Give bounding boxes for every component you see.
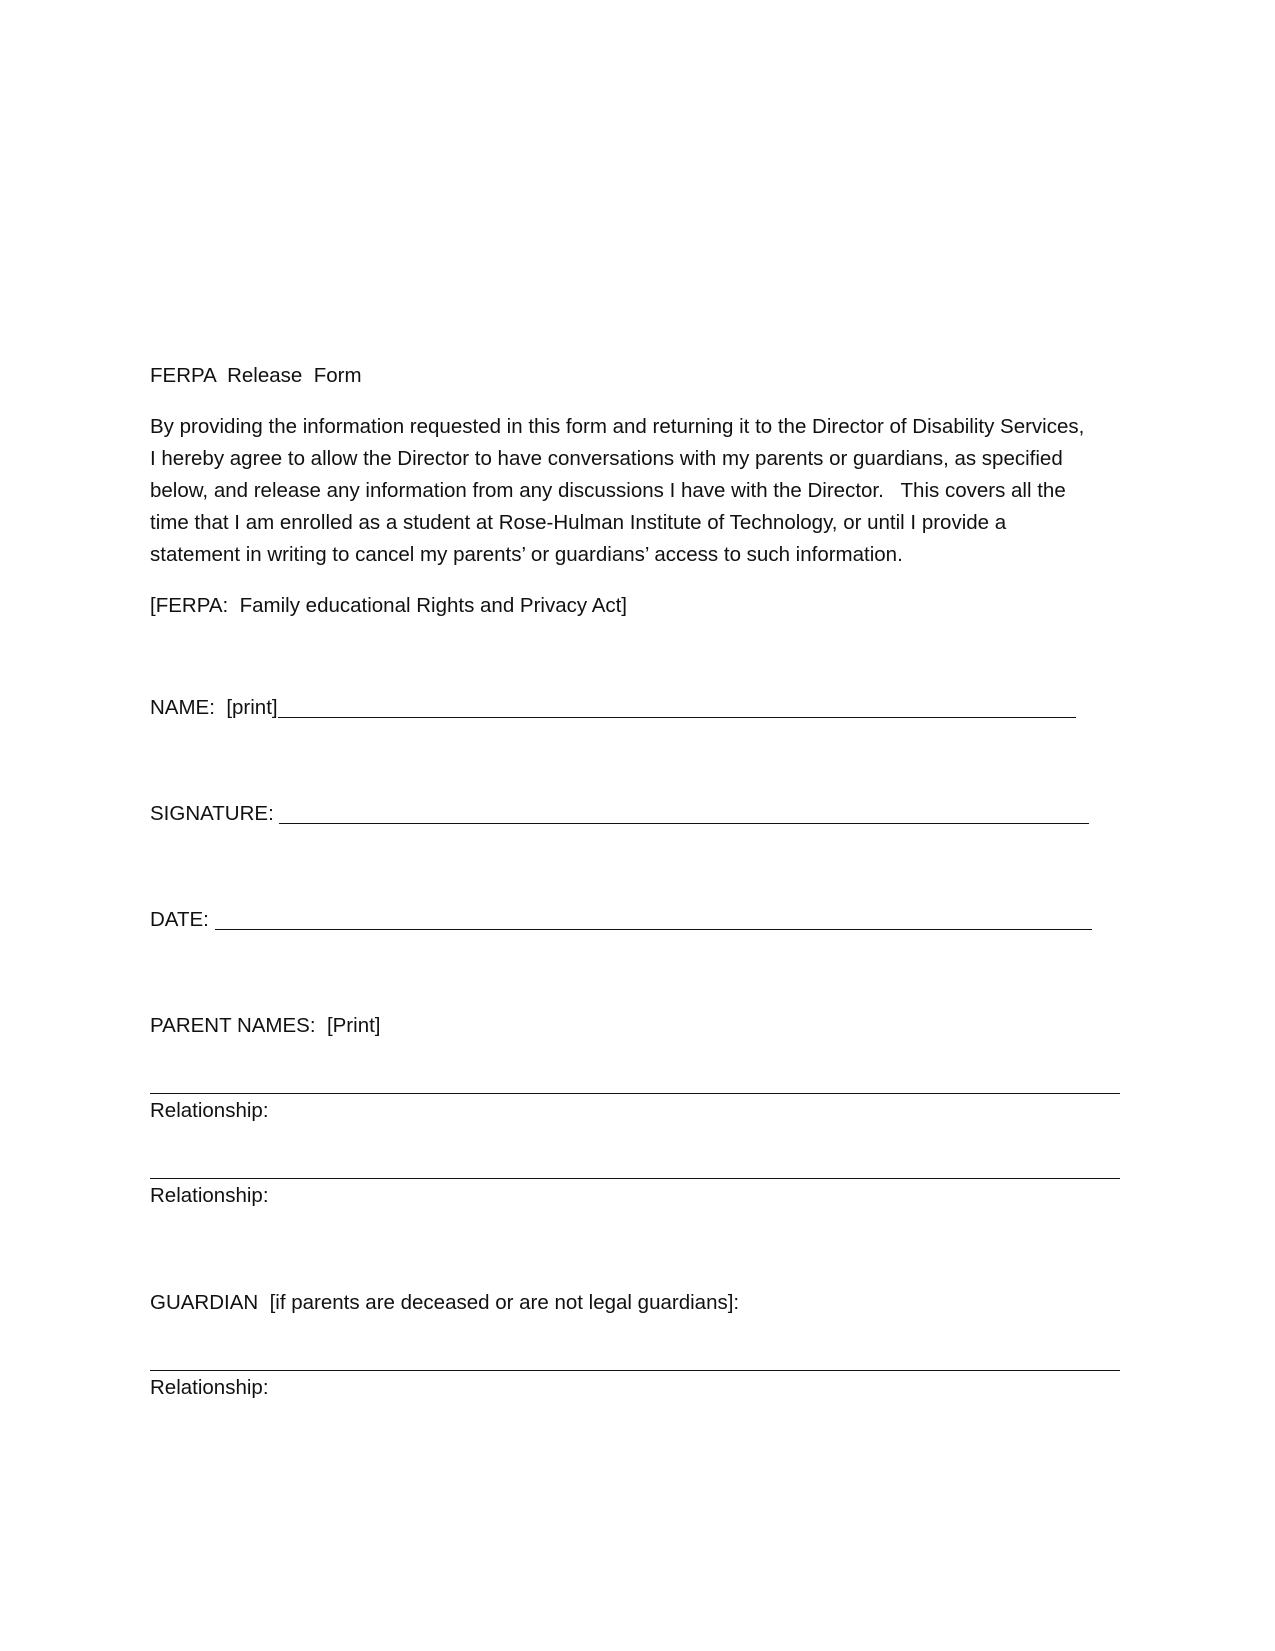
paragraph-line: statement in writing to cancel my parents’ or guardians’ access to such information. xyxy=(150,543,903,566)
signature-field-row xyxy=(150,798,1089,830)
parent-names-label: PARENT NAMES: [Print] xyxy=(150,1014,381,1037)
consent-paragraph xyxy=(150,411,1150,571)
name-label: NAME: [print] xyxy=(150,696,278,719)
relationship-label: Relationship: xyxy=(150,1376,269,1399)
paragraph-line: I hereby agree to allow the Director to have conversations with my parents or guardians, as specified xyxy=(150,447,1063,470)
guardian-label: GUARDIAN [if parents are deceased or are not legal guardians]: xyxy=(150,1291,740,1314)
relationship-label: Relationship: xyxy=(150,1099,269,1122)
document-title: FERPA Release Form xyxy=(150,364,362,387)
date-label: DATE: xyxy=(150,908,215,931)
paragraph-line: below, and release any information from any discussions I have with the Director. This covers all the xyxy=(150,479,1066,502)
signature-label: SIGNATURE: xyxy=(150,802,280,825)
signature-input-line[interactable] xyxy=(279,823,1089,824)
paragraph-line: By providing the information requested in this form and returning it to the Director of Disability Services, xyxy=(150,415,1085,438)
ferpa-definition-note: [FERPA: Family educational Rights and Privacy Act] xyxy=(150,594,628,617)
name-field-row xyxy=(150,692,1076,724)
relationship-label: Relationship: xyxy=(150,1184,269,1207)
guardian-name-input-line[interactable] xyxy=(150,1370,1120,1371)
name-input-line[interactable] xyxy=(278,717,1076,718)
date-field-row xyxy=(150,904,1092,936)
parent-name-1-input-line[interactable] xyxy=(150,1093,1120,1094)
date-input-line[interactable] xyxy=(215,929,1092,930)
paragraph-line: time that I am enrolled as a student at Rose-Hulman Institute of Technology, or until I provide a xyxy=(150,511,1007,534)
parent-name-2-input-line[interactable] xyxy=(150,1178,1120,1179)
